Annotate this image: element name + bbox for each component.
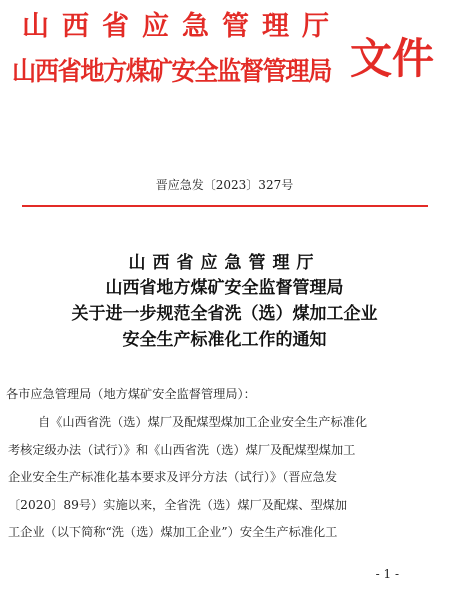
red-divider-line [22,205,428,207]
body-line-2: 考核定级办法（试行）》和《山西省洗（选）煤厂及配煤型煤加工 [8,443,356,457]
header-agency-1: 山西省应急管理厅 [22,11,342,42]
title-line-4: 安全生产标准化工作的通知 [122,330,327,350]
header-doc-type: 文件 [350,34,435,83]
header-agency-2: 山西省地方煤矿安全监督管理局 [12,57,332,87]
body-line-4: 〔2020〕89号）实施以来，全省洗（选）煤厂及配煤、型煤加 [8,498,348,512]
title-line-3: 关于进一步规范全省洗（选）煤加工企业 [71,304,378,324]
body-line-1: 自《山西省洗（选）煤厂及配煤型煤加工企业安全生产标准化 [38,415,368,429]
salutation: 各市应急管理局（地方煤矿安全监督管理局）： [6,387,256,401]
body-line-3: 企业安全生产标准化基本要求及评分方法（试行）》（晋应急发 [8,470,338,484]
document-number: 晋应急发〔2023〕327号 [155,178,294,192]
page-number [0,567,449,581]
body-line-5: 工企业（以下简称“洗（选）煤加工企业”）安全生产标准化工 [8,525,338,539]
title-line-1: 山西省应急管理厅 [128,253,321,273]
title-line-2: 山西省地方煤矿安全监督管理局 [105,278,344,298]
page-number-text: - 1 - [375,567,399,581]
